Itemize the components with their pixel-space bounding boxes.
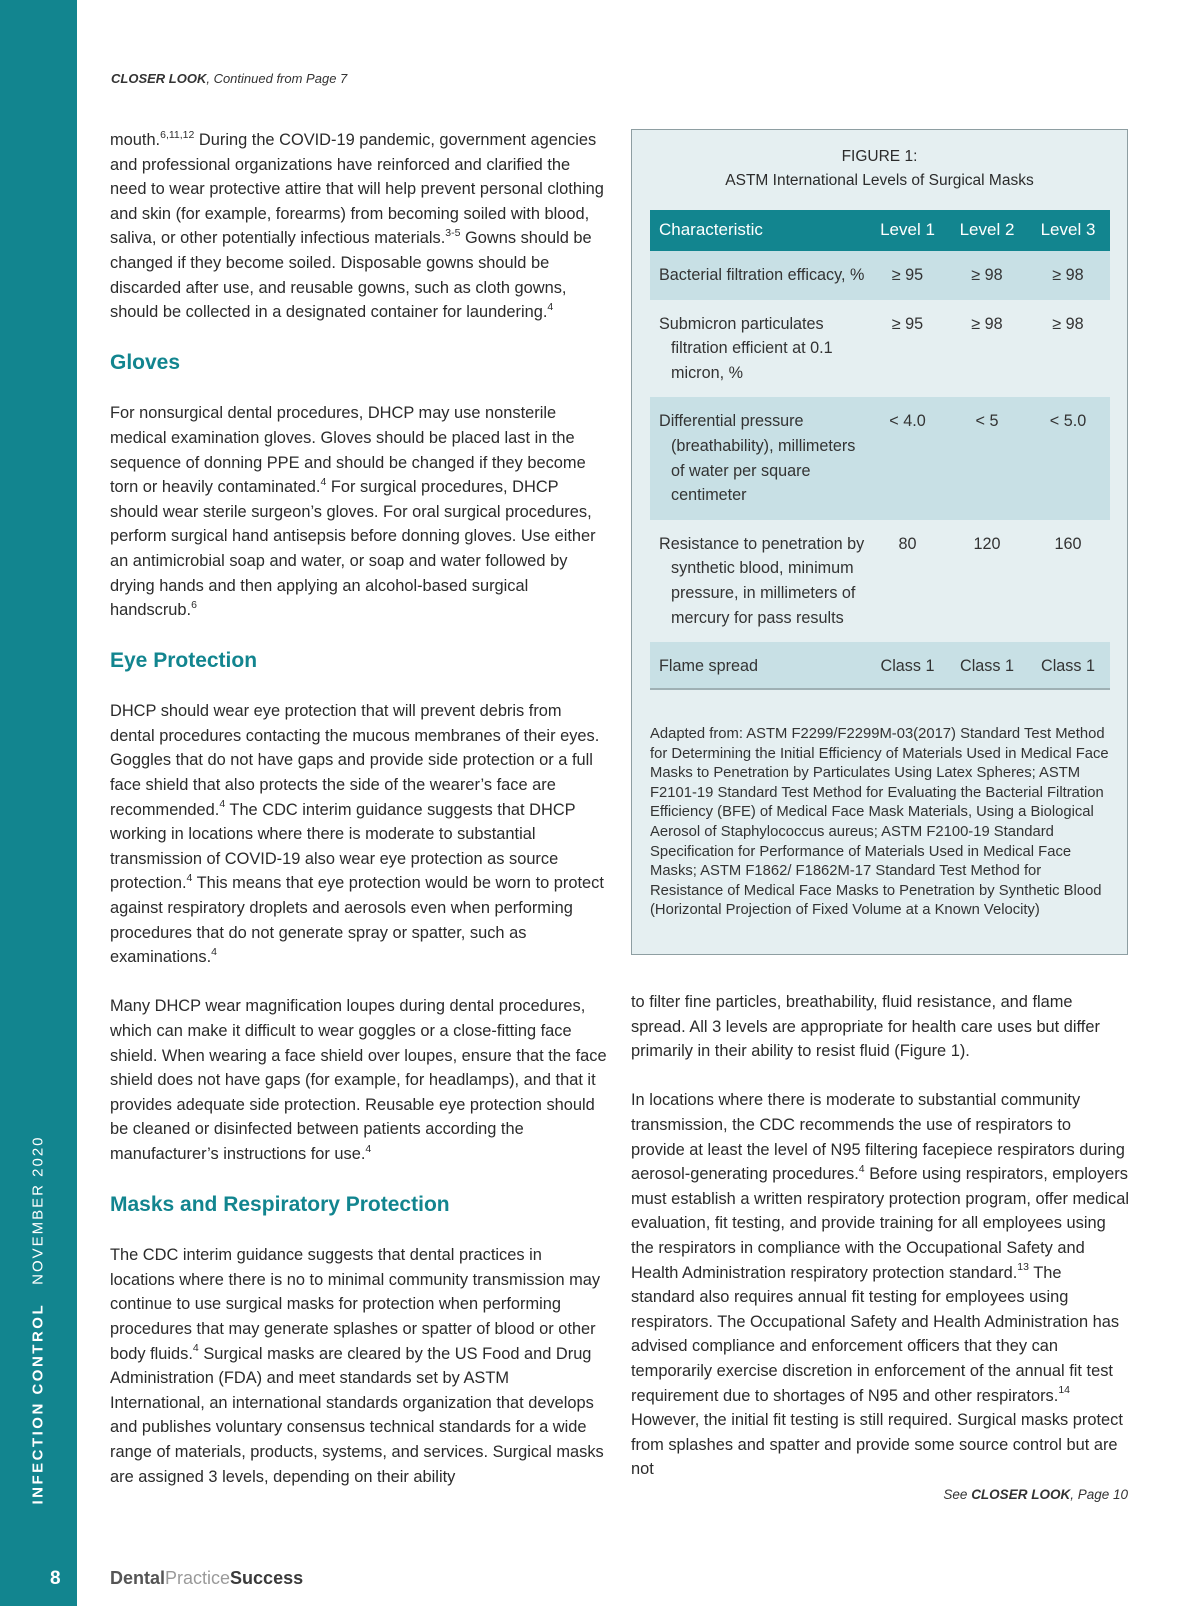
heading-eye-protection: Eye Protection (110, 649, 258, 673)
paragraph-masks: The CDC interim guidance suggests that dental practices in locations where there is no to minimal community transmission may continue to use surgical masks for protection when performing procedures that may generate splashes or spatter of blood or other body fluids.$^4$ Surgical masks are cleared by the US Food and Drug Administration (FDA) and meet standards set by ASTM International, an international standards organization that develops and publishes voluntary consensus technical standards for a wide range of materials, products, systems, and services. Surgical masks are assigned 3 levels, depending on their ability (110, 1246, 604, 1486)
heading-masks: Masks and Respiratory Protection (110, 1193, 450, 1217)
page-number: 8 (50, 1568, 61, 1589)
figure-caption: ASTM International Levels of Surgical Masks (725, 172, 1034, 189)
figure-1-box (631, 129, 1128, 955)
table-header-row (650, 210, 1110, 251)
sidebar (0, 0, 77, 1606)
running-head-continued: , Continued from Page 7 (206, 71, 348, 86)
brand-part-1: Dental (110, 1568, 166, 1588)
running-head-section: CLOSER LOOK (111, 71, 207, 86)
brand-part-3: Success (230, 1568, 304, 1588)
left-column (110, 128, 608, 1514)
figure-title (632, 145, 1127, 193)
sidebar-issue-label (30, 1135, 47, 1504)
figure-label: FIGURE 1: (841, 148, 918, 165)
paragraph-mask-levels: to filter fine particles, breathability, fluid resistance, and flame spread. All 3 levels are appropriate for health care uses but differ primarily in their ability to resist fluid (Figure 1). (631, 993, 1100, 1061)
continued-on-note: See CLOSER LOOK, Page 10 (943, 1487, 1128, 1502)
paragraph-respirators: In locations where there is moderate to substantial community transmission, the CDC recommends the use of respirators to provide at least the level of N95 filtering facepiece respirators during aerosol-generating procedures.$^4$ Before using respirators, employers must establish a written respiratory protection program, offer medical evaluation, fit testing, and provide training for all employees using the respirators in compliance with the Occupational Safety and Health Administration respiratory protection standard.$^{13}$ The standard also requires annual fit testing for employees using respirators. The Occupational Safety and Health Administration has advised compliance and enforcement officers that they can temporarily exercise discretion in enforcement of the annual fit test requirement due to shortages of N95 and other respirators.$^{14}$ However, the initial fit testing is still required. Surgical masks protect from splashes and spatter and provide some source control but are not (631, 1091, 1130, 1479)
header-level-3: Level 3 (1026, 210, 1110, 251)
paragraph-eye-protection: DHCP should wear eye protection that will prevent debris from dental procedures contacting the mucous membranes of their eyes. Goggles that do not have gaps and provide side protection or a full face shield that also protects the side of the wearer’s face are recommended.$^4$ The CDC interim guidance suggests that DHCP working in locations where there is moderate to substantial transmission of COVID-19 also wear eye protection as source protection.$^4$ This means that eye protection would be worn to protect against respiratory droplets and aerosols even when performing procedures that do not generate spray or spatter, such as examinations.$^4$ (110, 702, 604, 967)
publication-name: INFECTION CONTROL (29, 1302, 47, 1505)
table-row: Flame spread Class 1 Class 1 Class 1 (650, 642, 1110, 689)
paragraph-gloves: For nonsurgical dental procedures, DHCP may use nonsterile medical examination gloves. Gloves should be placed last in the sequence of donning PPE and should be changed if they become torn or heavily contaminated.$^4$ For surgical procedures, DHCP should wear sterile surgeon’s gloves. For oral surgical procedures, perform surgical hand antisepsis before donning gloves. Use either an antimicrobial soap and water, or soap and water followed by drying hands and then applying an alcohol-based surgical handscrub.$^6$ (110, 404, 596, 620)
header-level-1: Level 1 (867, 210, 948, 251)
table-row: Submicron particulates filtration efficient at 0.1 micron, % ≥ 95 ≥ 98 ≥ 98 (650, 300, 1110, 398)
table-row: Differential pressure (breathability), millimeters of water per square centimeter < 4.0 < 5 < 5.0 (650, 397, 1110, 519)
mask-levels-table (650, 210, 1110, 690)
running-head (111, 71, 347, 86)
figure-source-note: Adapted from: ASTM F2299/F2299M-03(2017) Standard Test Method for Determining the Initial Efficiency of Materials Used in Medical Face Masks to Penetration by Particulates Using Latex Spheres; ASTM F2101-19 Standard Test Method for Evaluating the Bacterial Filtration Efficiency (BFE) of Medical Face Mask Materials, Using a Biological Aerosol of Staphylococcus aureus; ASTM F2100-19 Standard Specification for Performance of Materials Used in Medical Face Masks; ASTM F1862/ F1862M-17 Standard Test Method for Resistance of Medical Face Masks to Penetration by Synthetic Blood (Horizontal Projection of Fixed Volume at a Known Velocity) (650, 726, 1109, 919)
brand-part-2: Practice (165, 1568, 231, 1588)
header-characteristic: Characteristic (650, 210, 867, 251)
issue-date: NOVEMBER 2020 (29, 1135, 47, 1285)
heading-gloves: Gloves (110, 351, 181, 375)
table-row: Resistance to penetration by synthetic blood, minimum pressure, in millimeters of mercury for pass results 80 120 160 (650, 520, 1110, 642)
header-level-2: Level 2 (948, 210, 1026, 251)
table-row: Bacterial filtration efficacy, % ≥ 95 ≥ 98 ≥ 98 (650, 251, 1110, 300)
paragraph-loupes: Many DHCP wear magnification loupes during dental procedures, which can make it difficult to wear goggles or a close-fitting face shield. When wearing a face shield over loupes, ensure that the face shield does not have gaps (for example, for headlamps), and that it provides adequate side protection. Reusable eye protection should be cleaned or disinfected between patients according the manufacturer’s instructions for use.$^4$ (110, 997, 607, 1163)
footer-brand (110, 1568, 303, 1589)
right-column (631, 990, 1129, 1506)
paragraph-gowns: mouth.$^{6,11,12}$ During the COVID-19 pandemic, government agencies and professional organizations have reinforced and clarified the need to wear protective attire that will help prevent personal clothing and skin (for example, forearms) from becoming soiled with blood, saliva, or other potentially infectious materials.$^{3-5}$ Gowns should be changed if they become soiled. Disposable gowns should be discarded after use, and reusable gowns, such as cloth gowns, should be collected in a designated container for laundering.$^4$ (110, 128, 604, 322)
